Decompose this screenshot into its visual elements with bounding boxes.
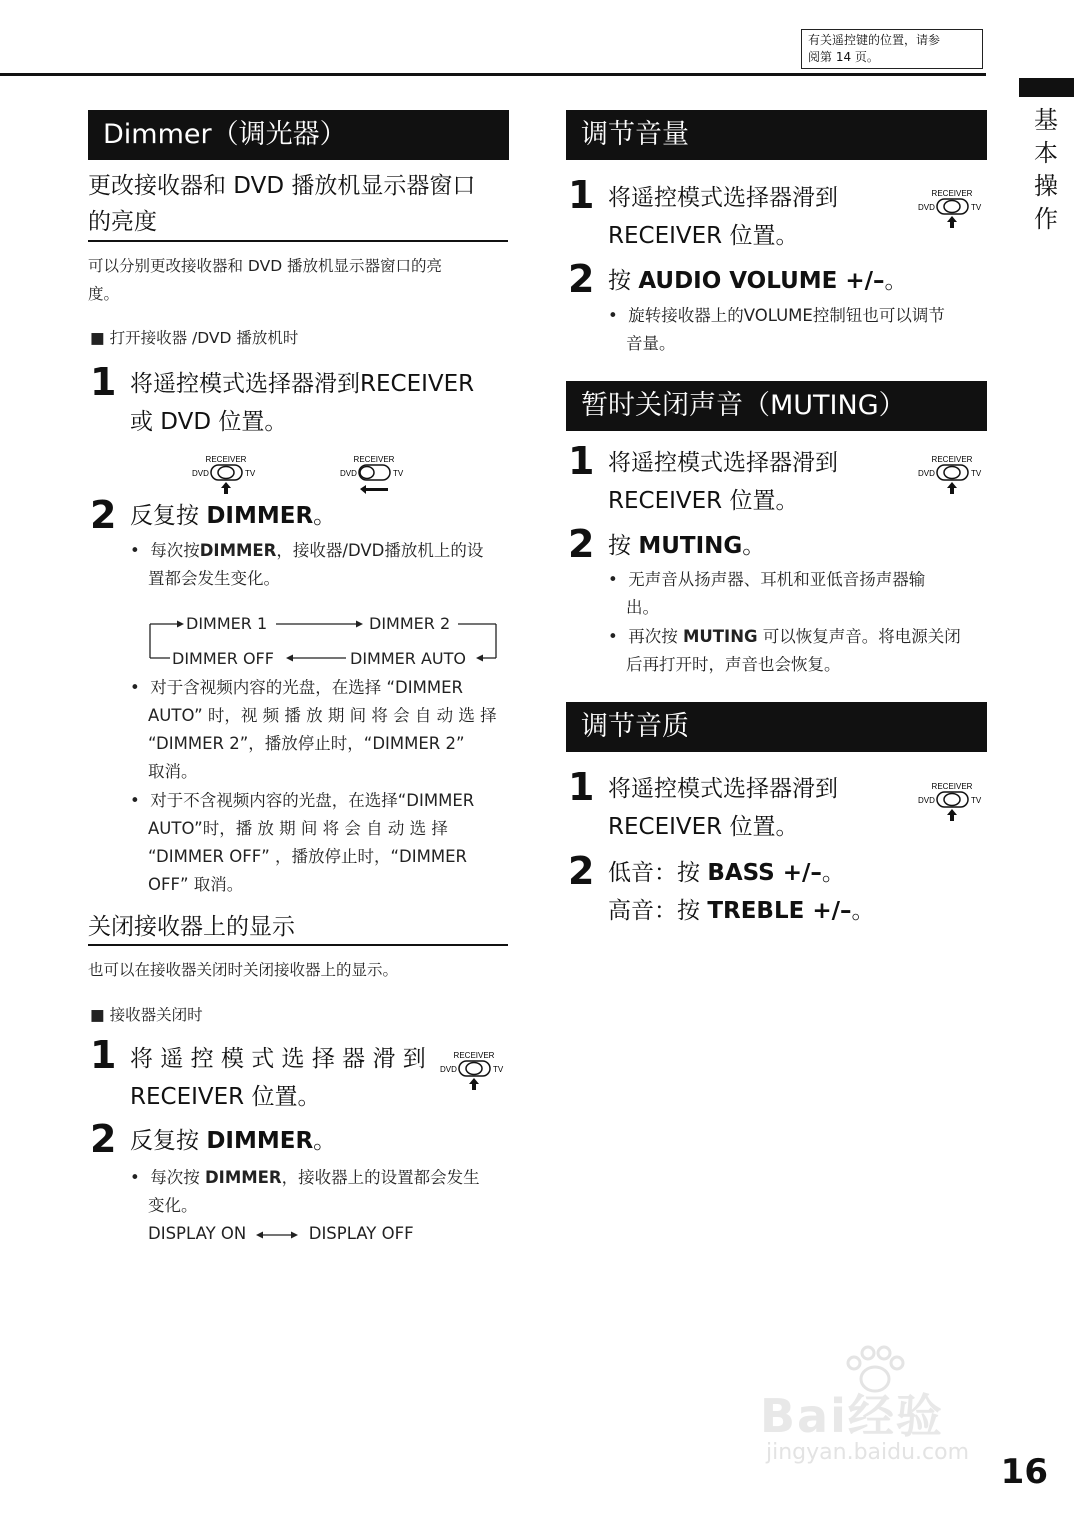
display-off-label: DISPLAY OFF: [308, 1224, 414, 1243]
switch-receiver-label: RECEIVER: [931, 189, 973, 198]
step-text: 。: [821, 860, 845, 886]
bullet-dot-icon: •: [608, 627, 629, 646]
step-line1: 将遥控模式选择器滑到: [608, 185, 838, 211]
intro2-text: 也可以在接收器关闭时关闭接收器上的显示。: [88, 961, 399, 979]
step-instruction: [608, 444, 838, 520]
bullet-text: 音量。: [626, 334, 676, 353]
bullet-item: [608, 302, 988, 358]
bullet-text: 可以恢复声音。将电源关闭: [757, 627, 961, 646]
key-label: DIMMER: [206, 1128, 314, 1154]
mode-switch-receiver-icon: [916, 781, 986, 823]
section-title-muting: 暂时关闭声音（MUTING）: [566, 381, 987, 431]
bullet-text: AUTO”时，播 放 期 间 将 会 自 动 选 择: [148, 819, 448, 838]
step-instruction: [608, 179, 838, 255]
switch-tv-label: TV: [393, 469, 404, 478]
bullet-dot-icon: •: [130, 541, 151, 560]
switch-receiver-label: RECEIVER: [453, 1051, 495, 1060]
section-title-tone: 调节音质: [566, 702, 987, 752]
step-number: 2: [568, 257, 595, 301]
subheading-line2: 的亮度: [88, 209, 157, 235]
intro-text: [88, 252, 508, 308]
watermark-url: jingyan.baidu.com: [766, 1440, 970, 1465]
step-text: 。: [313, 503, 337, 529]
section-title-volume: 调节音量: [566, 110, 987, 160]
step-number: 1: [568, 765, 595, 809]
watermark-brand: Bai经验: [760, 1389, 944, 1443]
page-number: 16: [1000, 1452, 1048, 1492]
switch-dvd-label: DVD: [918, 796, 935, 805]
bullet-text: “DIMMER 2”，播放停止时，“DIMMER 2”: [148, 734, 465, 753]
key-label: MUTING: [682, 627, 758, 646]
step-text: 低音：按: [608, 860, 708, 886]
square-bullet-icon: ■: [90, 1006, 110, 1024]
step-number: 1: [90, 1033, 117, 1077]
step-number: 1: [90, 360, 117, 404]
side-tab-marker: [1019, 78, 1074, 97]
subheading-line1: 更改接收器和 DVD 播放机显示器窗口: [88, 173, 476, 199]
flow-dimmer1: DIMMER 1: [186, 614, 268, 633]
reference-note: [801, 29, 983, 69]
bullet-dot-icon: •: [130, 1168, 151, 1187]
switch-tv-label: TV: [971, 469, 982, 478]
step-number: 2: [90, 1117, 117, 1161]
bullet-text: 取消。: [148, 762, 198, 781]
switch-tv-label: TV: [971, 796, 982, 805]
step-instruction: [130, 497, 336, 535]
bullet-item: [130, 1164, 510, 1220]
mode-switch-dvd-icon: [338, 454, 408, 496]
bullet-text: 出。: [626, 598, 659, 617]
bullet-text: 再次按: [628, 627, 683, 646]
switch-dvd-label: DVD: [918, 203, 935, 212]
reference-note-line2: 阅第 14 页。: [808, 50, 879, 64]
step-line2: RECEIVER 位置。: [608, 223, 799, 249]
bullet-text: 置都会发生变化。: [148, 569, 280, 588]
step-line2: RECEIVER 位置。: [130, 1084, 321, 1110]
bullet-text: 每次按: [150, 541, 200, 560]
step-number: 2: [90, 493, 117, 537]
step-text: 。: [742, 533, 766, 559]
key-label: DIMMER: [204, 1168, 282, 1187]
step-text: 。: [313, 1128, 337, 1154]
reference-note-line1: 有关遥控键的位置，请参: [808, 33, 941, 47]
step-text: 按: [608, 533, 639, 559]
bullet-text: ，接收器/DVD播放机上的设: [276, 541, 484, 560]
flow-dimmer-off: DIMMER OFF: [172, 649, 274, 668]
step-text: 按: [608, 268, 639, 294]
switch-dvd-label: DVD: [918, 469, 935, 478]
step-line2: RECEIVER 位置。: [608, 814, 799, 840]
key-label: DIMMER: [206, 503, 314, 529]
mode-switch-receiver-icon: [916, 188, 986, 230]
step-number: 2: [568, 849, 595, 893]
step-line2: RECEIVER 位置。: [608, 488, 799, 514]
step-number: 1: [568, 173, 595, 217]
flow-dimmer2: DIMMER 2: [369, 614, 451, 633]
bullet-dot-icon: •: [608, 306, 629, 325]
bullet-text: OFF” 取消。: [148, 875, 244, 894]
step-text: 反复按: [130, 1128, 207, 1154]
key-label: TREBLE +/–: [707, 898, 852, 924]
key-label: BASS +/–: [707, 860, 822, 886]
square-bullet-icon: ■: [90, 329, 110, 347]
bullet-text: 变化。: [148, 1196, 198, 1215]
condition-heading-off-text: 接收器关闭时: [109, 1006, 203, 1024]
bullet-text: ，接收器上的设置都会发生: [281, 1168, 480, 1187]
step-text: 。: [851, 898, 875, 924]
condition-heading-off: [90, 1001, 203, 1029]
display-on-label: DISPLAY ON: [148, 1224, 247, 1243]
bullet-item: [130, 537, 508, 593]
flow-dimmer-auto: DIMMER AUTO: [350, 649, 466, 668]
step-instruction: [130, 1122, 336, 1160]
step-line1: 将遥控模式选择器滑到RECEIVER: [130, 371, 475, 397]
switch-receiver-label: RECEIVER: [205, 455, 247, 464]
side-tab-label: 基本操作: [1034, 106, 1058, 233]
step-number: 1: [568, 439, 595, 483]
step-instruction: [608, 854, 875, 930]
step-number: 2: [568, 522, 595, 566]
bullet-text: 无声音从扬声器、耳机和亚低音扬声器输: [628, 570, 926, 589]
bullet-item: [130, 787, 510, 899]
switch-dvd-label: DVD: [440, 1065, 457, 1074]
bullet-item: [130, 674, 510, 786]
step-instruction: [130, 1040, 426, 1116]
step-text: 反复按: [130, 503, 207, 529]
bullet-text: 每次按: [150, 1168, 205, 1187]
condition-heading-on-text: 打开接收器 /DVD 播放机时: [109, 329, 299, 347]
mode-switch-receiver-icon: [438, 1050, 508, 1092]
bullet-text: 旋转接收器上的VOLUME控制钮也可以调节: [628, 306, 945, 325]
switch-dvd-label: DVD: [340, 469, 357, 478]
switch-tv-label: TV: [245, 469, 256, 478]
double-arrow-icon: [255, 1229, 299, 1241]
switch-tv-label: TV: [493, 1065, 504, 1074]
bullet-text: “DIMMER OFF” ，播放停止时，“DIMMER: [148, 847, 467, 866]
step-line2: 或 DVD 位置。: [130, 409, 288, 435]
mode-switch-receiver-icon: [190, 454, 260, 496]
subheading-brightness: [88, 168, 508, 242]
display-toggle-flow: [148, 1220, 414, 1248]
intro-line1: 可以分别更改接收器和 DVD 播放机显示器窗口的亮: [88, 257, 443, 275]
switch-dvd-label: DVD: [192, 469, 209, 478]
mode-switch-receiver-icon: [916, 454, 986, 496]
bullet-text: 对于不含视频内容的光盘，在选择“DIMMER: [150, 791, 475, 810]
bullet-item: [608, 566, 988, 622]
subheading-display-off: 关闭接收器上的显示: [88, 909, 508, 946]
step-line1: 将遥控模式选择器滑到: [608, 450, 838, 476]
switch-receiver-label: RECEIVER: [931, 455, 973, 464]
step-instruction: [608, 770, 838, 846]
key-label: AUDIO VOLUME +/–: [638, 268, 885, 294]
switch-receiver-label: RECEIVER: [931, 782, 973, 791]
bullet-text: 后再打开时，声音也会恢复。: [626, 655, 841, 674]
section-title-dimmer: Dimmer（调光器）: [88, 110, 509, 160]
key-label: DIMMER: [199, 541, 277, 560]
bullet-item: [608, 623, 988, 679]
bullet-dot-icon: •: [608, 570, 629, 589]
step-text: 。: [884, 268, 908, 294]
step-instruction: [130, 365, 474, 441]
intro-line2: 度。: [88, 285, 120, 303]
condition-heading-on: [90, 324, 298, 352]
dimmer-cycle-diagram: [148, 608, 500, 670]
header-rule: [0, 73, 986, 76]
bullet-dot-icon: •: [130, 678, 151, 697]
step-instruction: [608, 262, 908, 300]
bullet-text: AUTO” 时，视 频 播 放 期 间 将 会 自 动 选 择: [148, 706, 497, 725]
key-label: MUTING: [638, 533, 743, 559]
step-line1: 将 遥 控 模 式 选 择 器 滑 到: [130, 1046, 426, 1072]
step-text: 高音：按: [608, 898, 708, 924]
step-instruction: [608, 527, 765, 565]
bullet-dot-icon: •: [130, 791, 151, 810]
switch-tv-label: TV: [971, 203, 982, 212]
switch-receiver-label: RECEIVER: [353, 455, 395, 464]
step-line1: 将遥控模式选择器滑到: [608, 776, 838, 802]
bullet-text: 对于含视频内容的光盘，在选择 “DIMMER: [150, 678, 463, 697]
